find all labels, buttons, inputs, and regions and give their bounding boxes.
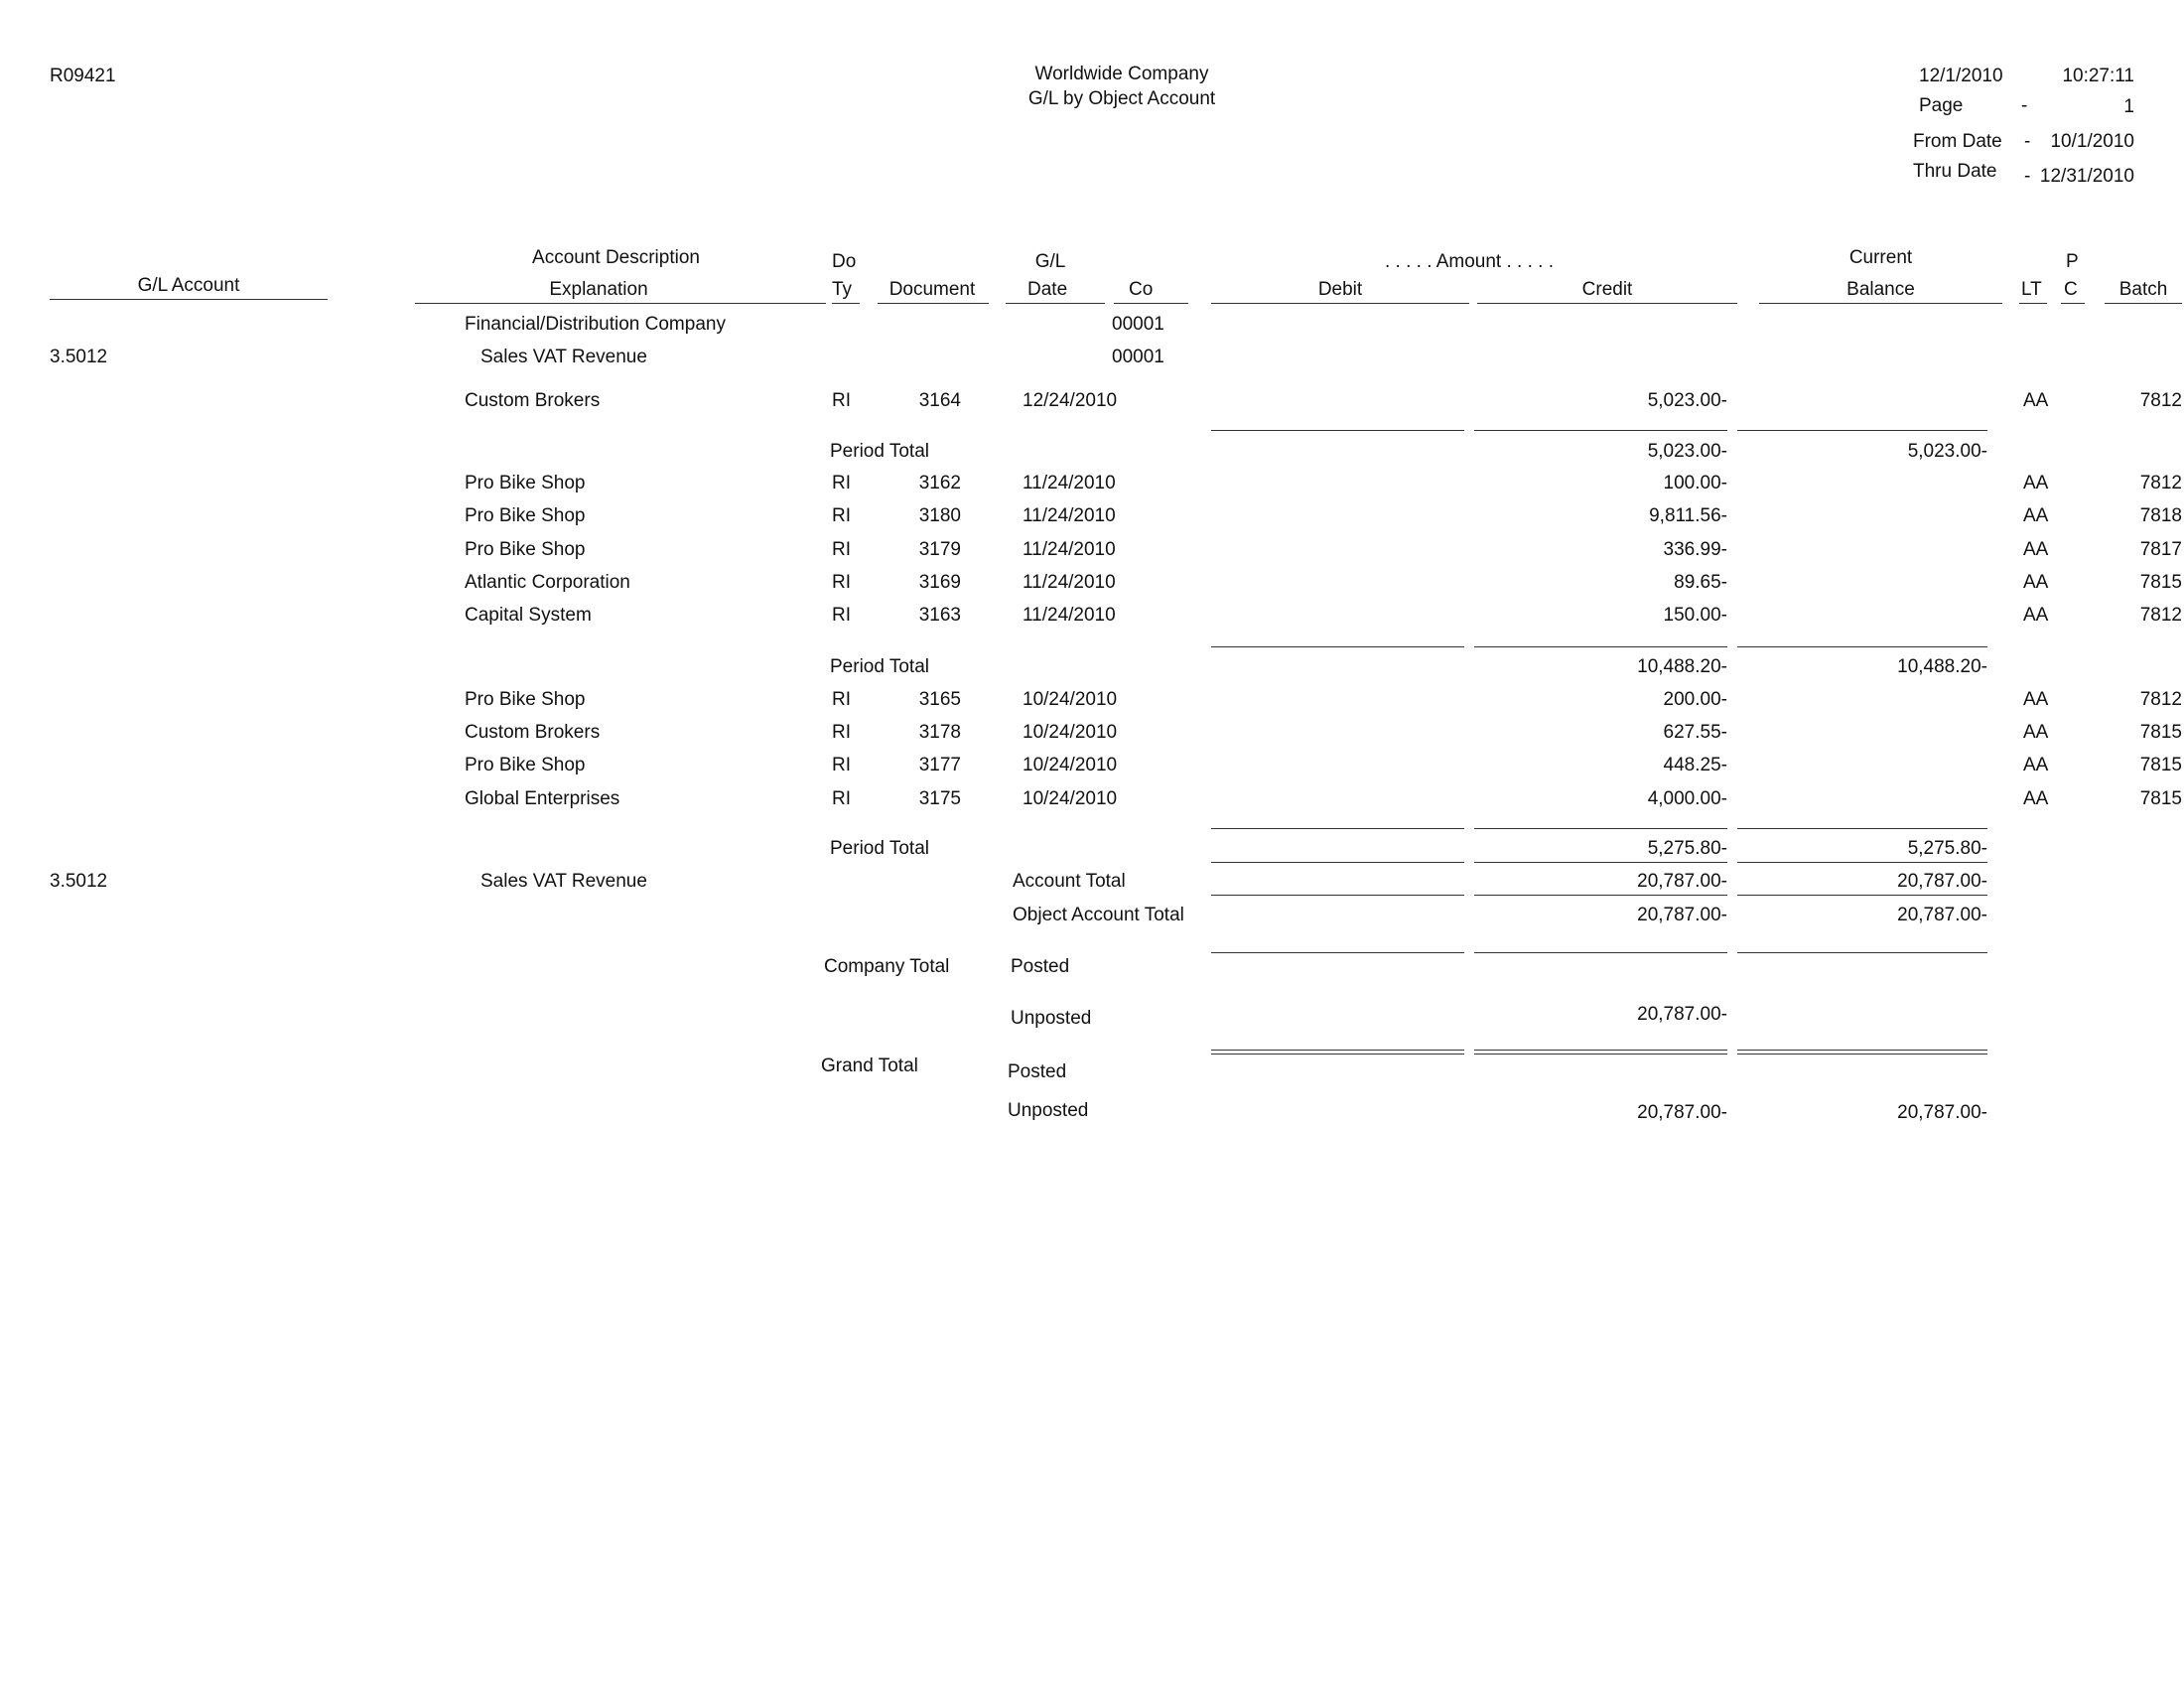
col-balance: Balance xyxy=(1846,279,1915,300)
col-account-description: Account Description xyxy=(532,247,700,268)
row-credit: 336.99- xyxy=(1663,539,1727,560)
col-document: Document xyxy=(888,279,976,300)
row-gl-date: 11/24/2010 xyxy=(1023,505,1116,526)
row-ledger-type: AA xyxy=(2023,605,2049,626)
row-explanation: Custom Brokers xyxy=(465,390,601,411)
row-doc-type: RI xyxy=(832,539,851,560)
total-rule xyxy=(1737,862,1987,863)
total-rule xyxy=(1737,895,1987,896)
row-doc-type: RI xyxy=(832,722,851,743)
company-total-label: Company Total xyxy=(824,956,950,977)
company-total-unposted-credit: 20,787.00- xyxy=(1637,1004,1727,1025)
row-gl-date: 11/24/2010 xyxy=(1023,473,1116,493)
row-ledger-type: AA xyxy=(2023,505,2049,526)
row-document: 3163 xyxy=(918,605,961,626)
subtotal-rule xyxy=(1211,828,1464,829)
row-document: 3180 xyxy=(918,505,961,526)
subtotal-rule xyxy=(1474,646,1727,647)
total-rule xyxy=(1211,862,1464,863)
row-credit: 9,811.56- xyxy=(1649,505,1727,526)
col-ty: Ty xyxy=(832,279,853,300)
row-batch: 7812 xyxy=(2139,689,2182,710)
row-document: 3164 xyxy=(918,390,961,411)
account-total-number: 3.5012 xyxy=(50,871,108,892)
period-total-balance: 5,275.80- xyxy=(1907,838,1987,859)
row-doc-type: RI xyxy=(832,689,851,710)
header-underline xyxy=(1114,303,1188,304)
row-explanation: Pro Bike Shop xyxy=(465,473,586,493)
object-account-total-credit: 20,787.00- xyxy=(1637,905,1727,925)
company-total-unposted-label: Unposted xyxy=(1011,1008,1092,1029)
row-batch: 7812 xyxy=(2139,473,2182,493)
row-explanation: Pro Bike Shop xyxy=(465,539,586,560)
account-description: Sales VAT Revenue xyxy=(480,347,647,367)
row-explanation: Capital System xyxy=(465,605,592,626)
row-document: 3177 xyxy=(918,755,961,775)
row-batch: 7815 xyxy=(2139,572,2182,593)
col-explanation: Explanation xyxy=(549,279,648,300)
row-ledger-type: AA xyxy=(2023,755,2049,775)
period-total-label: Period Total xyxy=(830,656,929,677)
total-rule xyxy=(1474,895,1727,896)
row-ledger-type: AA xyxy=(2023,689,2049,710)
row-explanation: Pro Bike Shop xyxy=(465,505,586,526)
row-batch: 7815 xyxy=(2139,788,2182,809)
row-credit: 5,023.00- xyxy=(1647,390,1727,411)
row-document: 3175 xyxy=(918,788,961,809)
from-date-dash: - xyxy=(2024,131,2031,152)
row-gl-date: 10/24/2010 xyxy=(1023,755,1118,775)
row-batch: 7817 xyxy=(2139,539,2182,560)
header-underline xyxy=(2105,303,2182,304)
row-document: 3178 xyxy=(918,722,961,743)
period-total-label: Period Total xyxy=(830,838,929,859)
row-batch: 7818 xyxy=(2139,505,2182,526)
row-batch: 7812 xyxy=(2139,605,2182,626)
grand-total-double-rule xyxy=(1474,1050,1727,1055)
row-credit: 627.55- xyxy=(1663,722,1727,743)
row-ledger-type: AA xyxy=(2023,539,2049,560)
col-gl-account: G/L Account xyxy=(137,275,240,296)
header-underline xyxy=(1211,303,1469,304)
header-underline xyxy=(50,299,328,300)
grand-total-posted-label: Posted xyxy=(1008,1061,1067,1082)
subtotal-rule xyxy=(1737,646,1987,647)
row-gl-date: 10/24/2010 xyxy=(1023,689,1118,710)
subtotal-rule xyxy=(1211,646,1464,647)
col-co: Co xyxy=(1129,279,1154,300)
row-credit: 150.00- xyxy=(1663,605,1727,626)
company-name: Worldwide Company xyxy=(1034,64,1209,84)
total-rule xyxy=(1474,952,1727,953)
row-credit: 4,000.00- xyxy=(1647,788,1727,809)
row-ledger-type: AA xyxy=(2023,473,2049,493)
col-debit: Debit xyxy=(1317,279,1363,300)
header-underline xyxy=(415,303,826,304)
row-explanation: Atlantic Corporation xyxy=(465,572,630,593)
header-underline xyxy=(1006,303,1105,304)
row-credit: 448.25- xyxy=(1663,755,1727,775)
row-ledger-type: AA xyxy=(2023,572,2049,593)
total-rule xyxy=(1211,895,1464,896)
row-doc-type: RI xyxy=(832,755,851,775)
grand-total-double-rule xyxy=(1737,1050,1987,1055)
grand-total-unposted-balance: 20,787.00- xyxy=(1897,1102,1987,1123)
row-doc-type: RI xyxy=(832,473,851,493)
row-gl-date: 11/24/2010 xyxy=(1023,572,1116,593)
period-total-balance: 5,023.00- xyxy=(1907,441,1987,462)
from-date-label: From Date xyxy=(1913,131,2002,152)
period-total-label: Period Total xyxy=(830,441,929,462)
account-number: 3.5012 xyxy=(50,347,108,367)
period-total-credit: 5,275.80- xyxy=(1647,838,1727,859)
row-doc-type: RI xyxy=(832,788,851,809)
row-ledger-type: AA xyxy=(2023,788,2049,809)
period-total-balance: 10,488.20- xyxy=(1897,656,1987,677)
header-underline xyxy=(832,303,860,304)
page-dash: - xyxy=(2021,95,2028,116)
col-gl: G/L xyxy=(1034,251,1066,272)
run-date: 12/1/2010 xyxy=(1919,66,2003,86)
run-time: 10:27:11 xyxy=(2062,66,2134,86)
row-batch: 7815 xyxy=(2139,755,2182,775)
total-rule xyxy=(1474,862,1727,863)
row-credit: 100.00- xyxy=(1663,473,1727,493)
row-document: 3162 xyxy=(918,473,961,493)
row-doc-type: RI xyxy=(832,505,851,526)
row-explanation: Pro Bike Shop xyxy=(465,689,586,710)
row-ledger-type: AA xyxy=(2023,390,2049,411)
account-total-credit: 20,787.00- xyxy=(1637,871,1727,892)
row-document: 3169 xyxy=(918,572,961,593)
total-rule xyxy=(1737,952,1987,953)
row-gl-date: 10/24/2010 xyxy=(1023,788,1118,809)
row-credit: 89.65- xyxy=(1674,572,1727,593)
grand-total-unposted-credit: 20,787.00- xyxy=(1637,1102,1727,1123)
row-gl-date: 11/24/2010 xyxy=(1023,605,1116,626)
col-c: C xyxy=(2064,279,2078,300)
row-explanation: Custom Brokers xyxy=(465,722,601,743)
account-company-code: 00001 xyxy=(1112,347,1164,367)
object-account-total-balance: 20,787.00- xyxy=(1897,905,1987,925)
row-explanation: Pro Bike Shop xyxy=(465,755,586,775)
account-total-description: Sales VAT Revenue xyxy=(480,871,647,892)
thru-date: 12/31/2010 xyxy=(2039,166,2134,187)
row-batch: 7812 xyxy=(2139,390,2182,411)
col-current: Current xyxy=(1848,247,1913,268)
page-label: Page xyxy=(1919,95,1964,116)
row-document: 3179 xyxy=(918,539,961,560)
report-id: R09421 xyxy=(50,66,116,86)
row-doc-type: RI xyxy=(832,572,851,593)
row-credit: 200.00- xyxy=(1663,689,1727,710)
row-gl-date: 11/24/2010 xyxy=(1023,539,1116,560)
report-title: G/L by Object Account xyxy=(1027,88,1216,109)
header-underline xyxy=(1759,303,2002,304)
subtotal-rule xyxy=(1474,828,1727,829)
header-underline xyxy=(878,303,989,304)
subtotal-rule xyxy=(1737,828,1987,829)
header-underline xyxy=(1477,303,1737,304)
row-explanation: Global Enterprises xyxy=(465,788,620,809)
row-gl-date: 12/24/2010 xyxy=(1023,390,1118,411)
period-total-credit: 10,488.20- xyxy=(1637,656,1727,677)
period-total-credit: 5,023.00- xyxy=(1647,441,1727,462)
row-document: 3165 xyxy=(918,689,961,710)
subtotal-rule xyxy=(1737,430,1987,431)
thru-date-dash: - xyxy=(2024,166,2031,187)
col-amount: . . . . . Amount . . . . . xyxy=(1384,251,1554,272)
account-total-balance: 20,787.00- xyxy=(1897,871,1987,892)
row-batch: 7815 xyxy=(2139,722,2182,743)
col-do: Do xyxy=(832,251,857,272)
grand-total-label: Grand Total xyxy=(821,1055,918,1076)
row-doc-type: RI xyxy=(832,605,851,626)
col-batch: Batch xyxy=(2118,279,2168,300)
grand-total-double-rule xyxy=(1211,1050,1464,1055)
object-account-total-label: Object Account Total xyxy=(1013,905,1184,925)
grand-total-unposted-label: Unposted xyxy=(1008,1100,1089,1121)
subtotal-rule xyxy=(1211,430,1464,431)
account-total-label: Account Total xyxy=(1013,871,1126,892)
col-p: P xyxy=(2066,251,2079,272)
page-number: 1 xyxy=(2123,96,2134,117)
company-total-posted-label: Posted xyxy=(1011,956,1070,977)
col-credit: Credit xyxy=(1581,279,1633,300)
row-ledger-type: AA xyxy=(2023,722,2049,743)
header-underline xyxy=(2061,303,2085,304)
header-underline xyxy=(2019,303,2047,304)
row-gl-date: 10/24/2010 xyxy=(1023,722,1118,743)
subtotal-rule xyxy=(1474,430,1727,431)
col-date: Date xyxy=(1027,279,1068,300)
thru-date-label: Thru Date xyxy=(1913,161,1997,182)
company-name-row: Financial/Distribution Company xyxy=(465,314,726,335)
company-code: 00001 xyxy=(1112,314,1164,335)
from-date: 10/1/2010 xyxy=(2050,131,2134,152)
total-rule xyxy=(1211,952,1464,953)
col-lt: LT xyxy=(2021,279,2042,300)
row-doc-type: RI xyxy=(832,390,851,411)
